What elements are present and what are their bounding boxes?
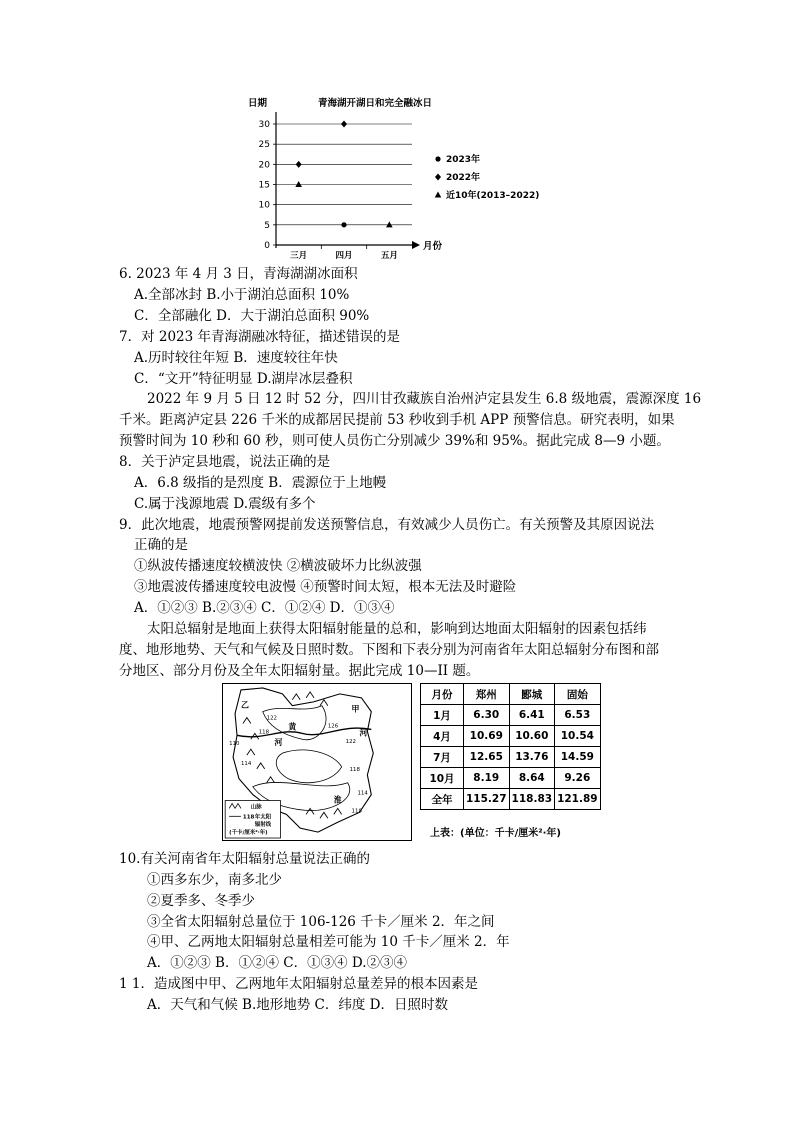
map-label: 110 xyxy=(351,808,362,815)
table-cell: 6.53 xyxy=(555,705,601,726)
legend-iso-1: 年太阳 xyxy=(254,814,272,821)
map-label: 118 xyxy=(258,729,270,736)
table-cell: 10.60 xyxy=(509,726,555,747)
legend-mountain: 山脉 xyxy=(250,804,262,811)
passage-line-3: 预警时间为 10 秒和 60 秒，则可使人员伤亡分别减少 39%和 95%。据此完成 8—9 小题。 xyxy=(119,433,670,449)
data-point xyxy=(295,181,302,187)
table-cell: 1月 xyxy=(421,705,464,726)
y-axis-label: 日期 xyxy=(248,98,268,109)
passage2-line-1: 太阳总辐射是地面上获得太阳辐射能量的总和，影响到达地面太阳辐射的因素包括纬 xyxy=(147,621,647,637)
legend-unit: (千卡/厘米²·年) xyxy=(229,830,268,837)
passage2-line-2: 度、地形地势、天气和气候及日照时数。下图和下表分别为河南省年太阳总辐射分布图和部 xyxy=(119,642,659,658)
table-cell: 6.30 xyxy=(464,705,510,726)
gridlines xyxy=(276,124,412,225)
table-cell: 8.64 xyxy=(509,768,555,789)
table-cell: 10.54 xyxy=(555,726,601,747)
river-label: 淮 xyxy=(333,795,342,805)
legend-iso-2: 辐射线 xyxy=(254,822,272,829)
q10-statement-3: ③全省太阳辐射总量位于 106-126 千卡／厘米 2．年之间 xyxy=(147,914,495,930)
x-category-label: 三月 xyxy=(290,251,308,261)
map-place-labels xyxy=(241,701,367,805)
table-cell: 6.41 xyxy=(509,705,555,726)
q10-statement-1: ①西多东少，南多北少 xyxy=(147,872,282,888)
table-cell: 郾城 xyxy=(509,684,555,705)
table-cell: 14.59 xyxy=(555,747,601,768)
y-tick-label: 15 xyxy=(258,180,270,191)
river-label: 河 xyxy=(274,738,283,748)
table-row xyxy=(421,768,601,789)
q8-options-cd: C.属于浅源地震 D.震级有多个 xyxy=(134,496,316,512)
henan-radiation-map xyxy=(222,683,412,841)
y-tick-label: 0 xyxy=(264,241,270,251)
place-jia: 甲 xyxy=(351,704,360,714)
legend-label: 2022年 xyxy=(446,173,481,183)
table-cell: 115.27 xyxy=(464,789,510,810)
table-cell: 10月 xyxy=(421,768,464,789)
question-6: 6. 2023 年 4 月 3 日，青海湖湖冰面积 xyxy=(119,266,358,282)
x-category-label: 五月 xyxy=(380,251,398,261)
table-cell: 全年 xyxy=(421,789,464,810)
table-row xyxy=(421,684,601,705)
yellow-river xyxy=(237,728,371,737)
map-label: 114 xyxy=(357,790,368,797)
legend-label: 近10年(2013–2022) xyxy=(446,191,540,201)
table-cell: 13.76 xyxy=(509,747,555,768)
table-cell: 121.89 xyxy=(555,789,601,810)
q7-options-ab: A.历时较往年短 B．速度较往年快 xyxy=(134,350,338,366)
legend-marker xyxy=(435,192,442,198)
river-label: 黄 xyxy=(288,722,297,732)
data-point xyxy=(296,161,302,168)
river-label: 河 xyxy=(359,728,368,738)
data-point xyxy=(386,221,393,227)
q7-options-cd: C．“文开”特征明显 D.湖岸冰层叠积 xyxy=(134,371,353,387)
q9-statements-34: ③地震波传播速度较电波慢 ④预警时间太短，根本无法及时避险 xyxy=(134,579,517,595)
radiation-table xyxy=(420,683,601,810)
x-axis-label: 月份 xyxy=(423,241,443,252)
y-tick-label: 5 xyxy=(264,220,270,231)
table-cell: 9.26 xyxy=(555,768,601,789)
map-value-labels xyxy=(229,716,368,815)
table-caption: 上表：(单位：千卡/厘米²·年) xyxy=(430,828,561,839)
question-9: 9．此次地震，地震预警网提前发送预警信息，有效减少人员伤亡。有关预警及其原因说法 xyxy=(119,517,655,533)
legend-marker xyxy=(435,156,440,161)
q11-options: A．天气和气候 B.地形地势 C．纬度 D．日照时数 xyxy=(147,997,448,1013)
table-row xyxy=(421,726,601,747)
x-category-label: 四月 xyxy=(335,251,353,261)
y-tick-label: 20 xyxy=(258,160,270,171)
table-cell: 月份 xyxy=(421,684,464,705)
question-8: 8．关于泸定县地震，说法正确的是 xyxy=(119,454,331,470)
q10-statement-4: ④甲、乙两地太阳辐射总量相差可能为 10 千卡／厘米 2．年 xyxy=(147,934,510,950)
chart-title: 青海湖开湖日和完全融冰日 xyxy=(318,98,433,109)
legend-marker xyxy=(435,174,441,181)
table-cell: 郑州 xyxy=(464,684,510,705)
table-row xyxy=(421,705,601,726)
table-cell: 4月 xyxy=(421,726,464,747)
q9-statements-12: ①纵波传播速度较横波快 ②横波破坏力比纵波强 xyxy=(134,558,422,574)
q9-options: A．①②③ B.②③④ C．①②④ D．①③④ xyxy=(134,600,395,616)
table-cell: 118.83 xyxy=(509,789,555,810)
q6-options-ab: A.全部冰封 B.小于湖泊总面积 10% xyxy=(134,287,350,303)
table-cell: 12.65 xyxy=(464,747,510,768)
question-7: 7．对 2023 年青海湖融冰特征，描述错误的是 xyxy=(119,329,401,345)
legend-label: 2023年 xyxy=(446,155,481,165)
q6-options-cd: C．全部融化 D．大于湖泊总面积 90% xyxy=(134,308,370,324)
legend-value: 118 xyxy=(242,814,255,821)
table-row xyxy=(421,747,601,768)
table-cell: 10.69 xyxy=(464,726,510,747)
question-10: 10.有关河南省年太阳辐射总量说法正确的 xyxy=(119,851,370,867)
map-label: 110 xyxy=(229,741,240,748)
table-cell: 7月 xyxy=(421,747,464,768)
q10-options: A．①②③ B．①②④ C．①③④ D.②③④ xyxy=(147,955,408,971)
map-label: 126 xyxy=(327,723,339,730)
y-tick-label: 25 xyxy=(258,140,270,151)
question-11: 1 1．造成图中甲、乙两地年太阳辐射总量差异的根本因素是 xyxy=(119,976,478,992)
question-9-cont: 正确的是 xyxy=(134,537,188,553)
table-row xyxy=(421,789,601,810)
data-point xyxy=(341,222,346,227)
passage2-line-3: 分地区、部分月份及全年太阳辐射量。据此完成 10—II 题。 xyxy=(119,663,480,679)
ice-date-chart xyxy=(240,92,560,262)
y-tick-label: 30 xyxy=(258,120,270,130)
x-axis-arrow xyxy=(412,241,420,249)
y-tick-label: 10 xyxy=(258,200,270,211)
q8-options-ab: A．6.8 级指的是烈度 B．震源位于上地幔 xyxy=(134,475,387,491)
place-yi: 乙 xyxy=(240,700,249,710)
q10-statement-2: ②夏季多、冬季少 xyxy=(147,893,255,909)
passage-line-1: 2022 年 9 月 5 日 12 时 52 分，四川甘孜藏族自治州泸定县发生 6.8 级地震，震源深度 16 xyxy=(147,391,702,407)
map-label: 122 xyxy=(345,739,356,746)
table-cell: 固始 xyxy=(555,684,601,705)
map-label: 122 xyxy=(266,715,278,722)
isoline-118 xyxy=(276,750,341,783)
passage-line-2: 千米。距离泸定县 226 千米的成都居民提前 53 秒收到手机 APP 预警信息。研究表明，如果 xyxy=(119,412,675,428)
map-label: 114 xyxy=(240,760,252,767)
map-label: 118 xyxy=(349,766,360,773)
table-cell: 8.19 xyxy=(464,768,510,789)
data-point xyxy=(341,121,347,128)
